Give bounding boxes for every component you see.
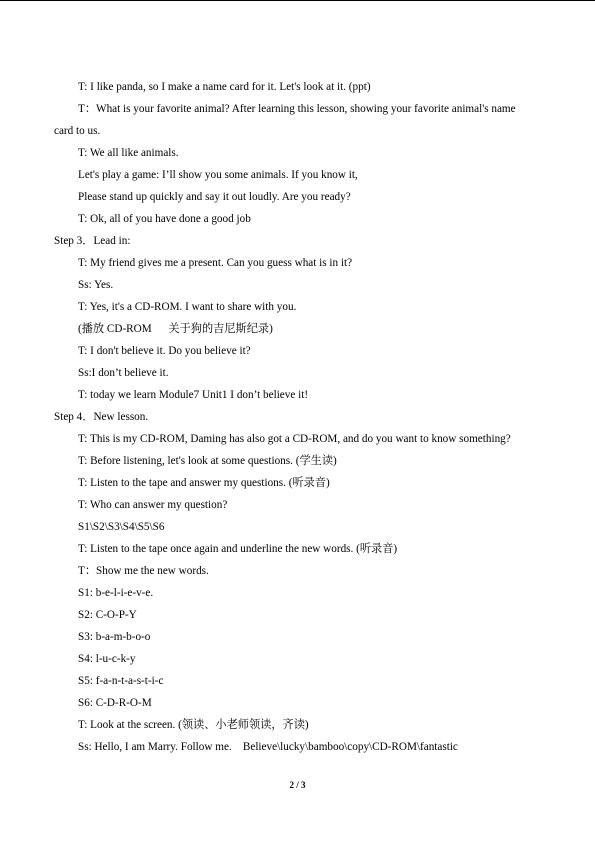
text-line: S2: C-O-P-Y: [78, 609, 137, 621]
text-line: T: Look at the screen. (领读、小老师领读，齐读): [78, 719, 309, 731]
text-line: T: Listen to the tape and answer my questions. (听录音): [78, 477, 330, 489]
text-line: (播放 CD-ROM 关于狗的吉尼斯纪录): [78, 323, 273, 335]
text-line: card to us.: [54, 125, 101, 137]
text-line: T：What is your favorite animal? After learning this lesson, showing your favorite animal's name: [78, 103, 516, 115]
text-line: Ss: Hello, I am Marry. Follow me. Believe\lucky\bamboo\copy\CD-ROM\fantastic: [78, 741, 458, 753]
text-line: T: Who can answer my question?: [78, 499, 228, 511]
text-line: T: This is my CD-ROM, Daming has also got a CD-ROM, and do you want to know something?: [78, 433, 511, 445]
text-line: S6: C-D-R-O-M: [78, 697, 152, 709]
text-line: T: My friend gives me a present. Can you guess what is in it?: [78, 257, 353, 269]
text-line: T: Ok, all of you have done a good job: [78, 213, 251, 225]
text-line: Please stand up quickly and say it out loudly. Are you ready?: [78, 191, 351, 203]
text-line: Ss:I don’t believe it.: [78, 367, 169, 379]
text-line: S1: b-e-l-i-e-v-e.: [78, 587, 154, 599]
text-line: T: I don't believe it. Do you believe it?: [78, 345, 251, 357]
text-line: T: Listen to the tape once again and underline the new words. (听录音): [78, 543, 398, 555]
text-line: S3: b-a-m-b-o-o: [78, 631, 151, 643]
step-heading: Step 3．Lead in:: [54, 235, 131, 247]
text-line: S4: l-u-c-k-y: [78, 653, 136, 665]
text-line: S5: f-a-n-t-a-s-t-i-c: [78, 675, 164, 687]
page-number: 2 / 3: [289, 780, 306, 790]
text-line: T: Before listening, let's look at some questions. (学生读): [78, 455, 337, 467]
text-line: T：Show me the new words.: [78, 565, 209, 577]
text-line: Let's play a game: I’ll show you some animals. If you know it,: [78, 169, 358, 181]
text-line: S1\S2\S3\S4\S5\S6: [78, 521, 165, 533]
text-line: T: Yes, it's a CD-ROM. I want to share with you.: [78, 301, 297, 313]
text-line: Ss: Yes.: [78, 279, 114, 291]
step-heading: Step 4．New lesson.: [54, 411, 149, 423]
text-line: T: We all like animals.: [78, 147, 179, 159]
text-line: T: I like panda, so I make a name card for it. Let's look at it. (ppt): [78, 81, 371, 93]
text-line: T: today we learn Module7 Unit1 I don’t believe it!: [78, 389, 309, 401]
